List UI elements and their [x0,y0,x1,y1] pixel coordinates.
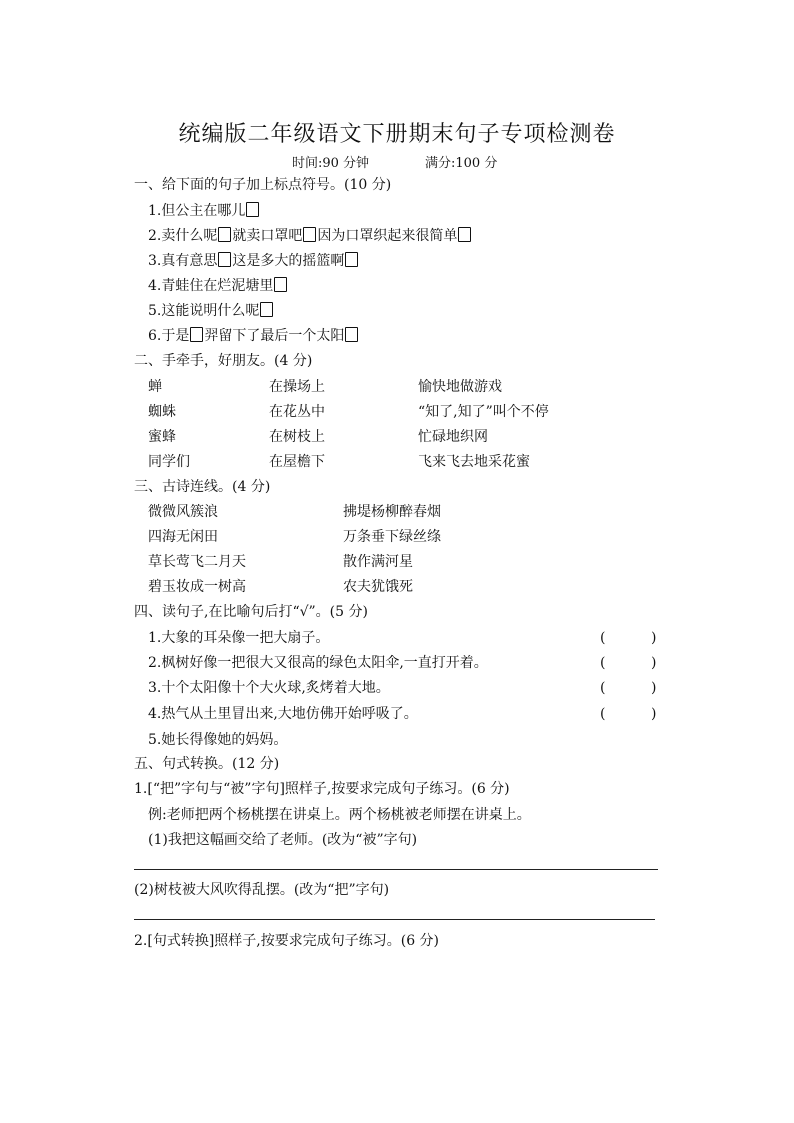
punctuation-sentence [148,201,260,221]
answer-paren-close: ) [651,706,657,722]
question-5-1-example: 例:老师把两个杨桃摆在讲桌上。两个杨桃被老师摆在讲桌上。 [148,807,531,823]
punctuation-answer-box[interactable] [274,277,287,292]
question-5-1-sub1: (1)我把这幅画交给了老师。(改为“被”字句) [148,832,418,848]
match-subject: 蜘蛛 [148,404,176,420]
simile-sentence: 3.十个太阳像十个大火球,炙烤着大地。 [148,680,390,696]
poem-line-left: 草长莺飞二月天 [148,554,246,570]
section-3-heading: 三、古诗连线。(4 分) [134,479,271,495]
section-5-heading: 五、句式转换。(12 分) [134,756,280,772]
punctuation-sentence [148,251,359,271]
answer-paren-open: ( [600,655,606,671]
match-subject: 蜜蜂 [148,429,176,445]
answer-paren-close: ) [651,680,657,696]
page-title: 统编版二年级语文下册期末句子专项检测卷 [178,122,616,147]
question-5-1-sub2: (2)树枝被大风吹得乱摆。(改为“把”字句) [134,882,390,898]
punctuation-answer-box[interactable] [218,252,231,267]
match-action: 愉快地做游戏 [418,379,502,395]
punctuation-answer-box[interactable] [218,227,231,242]
match-place: 在操场上 [269,379,325,395]
section-4-heading: 四、读句子,在比喻句后打“√”。(5 分) [134,604,368,620]
sentence-fragment: 3.真有意思 [148,253,218,269]
poem-line-right: 拂堤杨柳醉春烟 [343,504,441,520]
answer-paren-open: ( [600,630,606,646]
poem-line-right: 散作满河星 [343,554,413,570]
question-5-2-title: 2.[句式转换]照样子,按要求完成句子练习。(6 分) [134,933,440,949]
sentence-fragment: 4.青蛙住在烂泥塘里 [148,278,274,294]
answer-paren-close: ) [651,630,657,646]
sentence-fragment: 5.这能说明什么呢 [148,303,260,319]
answer-paren-open: ( [600,680,606,696]
sentence-fragment: 6.于是 [148,328,190,344]
punctuation-answer-box[interactable] [260,302,273,317]
exam-time: 时间:90 分钟 [292,156,370,171]
section-1-heading: 一、给下面的句子加上标点符号。(10 分) [134,177,392,193]
punctuation-sentence [148,276,288,296]
poem-line-right: 农夫犹饿死 [343,579,413,595]
question-5-1-title: 1.[“把”字句与“被”字句]照样子,按要求完成句子练习。(6 分) [134,781,510,797]
answer-line[interactable] [134,869,658,870]
answer-line[interactable] [134,919,655,920]
poem-line-left: 碧玉妆成一树高 [148,579,246,595]
punctuation-answer-box[interactable] [303,227,316,242]
punctuation-sentence [148,226,472,246]
match-subject: 同学们 [148,454,190,470]
sentence-fragment: 羿留下了最后一个太阳 [204,328,345,344]
simile-sentence: 1.大象的耳朵像一把大扇子。 [148,630,330,646]
match-action: 飞来飞去地采花蜜 [418,454,530,470]
punctuation-answer-box[interactable] [190,327,203,342]
sentence-fragment: 1.但公主在哪儿 [148,203,246,219]
match-action: 忙碌地织网 [418,429,488,445]
punctuation-sentence [148,301,274,321]
simile-sentence: 2.枫树好像一把很大又很高的绿色太阳伞,一直打开着。 [148,655,488,671]
answer-paren-close: ) [651,655,657,671]
match-place: 在花丛中 [269,404,325,420]
poem-line-left: 微微风簇浪 [148,504,218,520]
poem-line-left: 四海无闲田 [148,529,218,545]
match-place: 在屋檐下 [269,454,325,470]
match-subject: 蝉 [148,379,162,395]
match-action: “知了,知了”叫个不停 [418,404,549,420]
punctuation-answer-box[interactable] [345,327,358,342]
punctuation-answer-box[interactable] [345,252,358,267]
punctuation-sentence [148,326,359,346]
simile-sentence: 5.她长得像她的妈妈。 [148,732,288,748]
poem-line-right: 万条垂下绿丝绦 [343,529,441,545]
sentence-fragment: 就卖口罩吧 [232,228,303,244]
answer-paren-open: ( [600,706,606,722]
punctuation-answer-box[interactable] [246,202,259,217]
simile-sentence: 4.热气从土里冒出来,大地仿佛开始呼吸了。 [148,706,418,722]
sentence-fragment: 2.卖什么呢 [148,228,218,244]
sentence-fragment: 这是多大的摇篮啊 [232,253,345,269]
section-2-heading: 二、手牵手，好朋友。(4 分) [134,353,313,369]
sentence-fragment: 因为口罩织起来很简单 [317,228,458,244]
punctuation-answer-box[interactable] [458,227,471,242]
match-place: 在树枝上 [269,429,325,445]
exam-full-score: 满分:100 分 [425,156,498,171]
